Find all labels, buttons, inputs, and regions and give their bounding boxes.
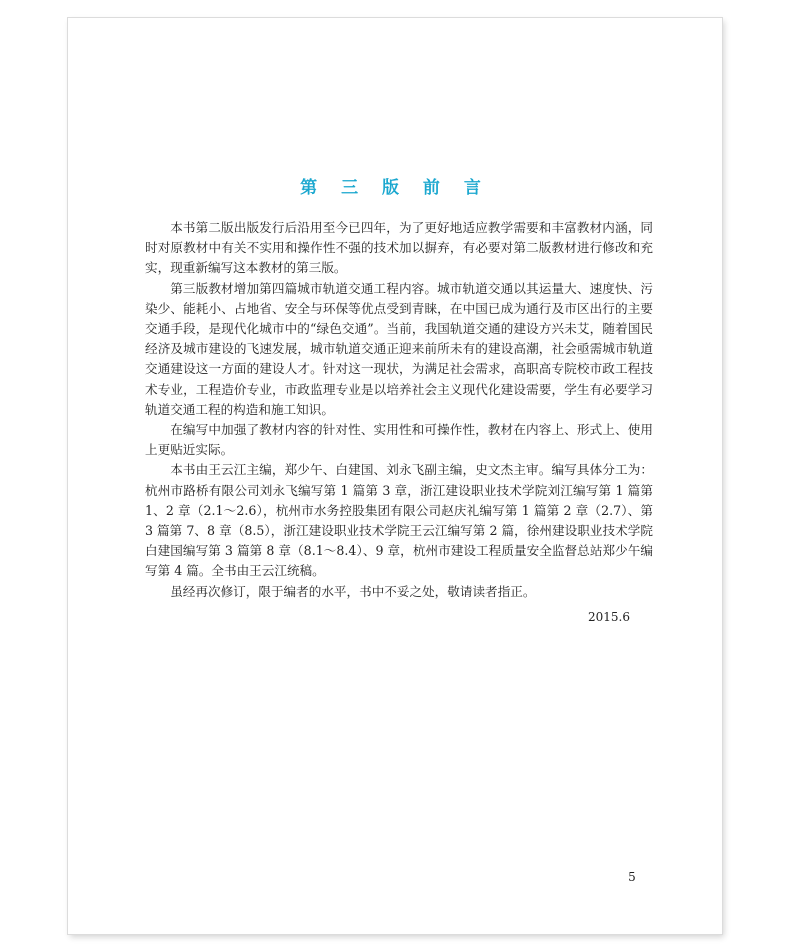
page-title: 第 三 版 前 言 — [300, 178, 490, 198]
preface-body — [145, 218, 653, 602]
paragraph-4: 本书由王云江主编，郑少午、白建国、刘永飞副主编，史文杰主审。编写具体分工为：杭州市路桥有限公司刘永飞编写第 1 篇第 3 章，浙江建设职业技术学院刘江编写第 1 篇第 1、2 章（2.1～2.6），杭州市水务控股集团有限公司赵庆礼编写第 1 篇第 2 章（2.7）、第 3 篇第 7、8 章（8.5），浙江建设职业技术学院王云江编写第 2 篇，徐州建设职业技术学院白建国编写第 3 篇第 8 章（8.1～8.4）、9 章，杭州市建设工程质量安全监督总站郑少午编写第 4 篇。全书由王云江统稿。 — [145, 462, 653, 579]
preface-date: 2015.6 — [588, 610, 630, 624]
page-number: 5 — [628, 870, 636, 884]
paragraph-1: 本书第二版出版发行后沿用至今已四年，为了更好地适应教学需要和丰富教材内涵，同时对原教材中有关不实用和操作性不强的技术加以摒弃，有必要对第二版教材进行修改和充实，现重新编写这本教材的第三版。 — [145, 220, 653, 276]
paragraph-2: 第三版教材增加第四篇城市轨道交通工程内容。城市轨道交通以其运量大、速度快、污染少、能耗小、占地省、安全与环保等优点受到青睐，在中国已成为通行及市区出行的主要交通手段，是现代化城市中的“绿色交通”。当前，我国轨道交通的建设方兴未艾，随着国民经济及城市建设的飞速发展，城市轨道交通正迎来前所未有的建设高潮，社会亟需城市轨道交通建设这一方面的建设人才。针对这一现状，为满足社会需求，高职高专院校市政工程技术专业，工程造价专业，市政监理专业是以培养社会主义现代化建设需要，学生有必要学习轨道交通工程的构造和施工知识。 — [145, 280, 653, 417]
paragraph-3: 在编写中加强了教材内容的针对性、实用性和可操作性，教材在内容上、形式上、使用上更贴近实际。 — [145, 422, 653, 458]
paragraph-5: 虽经再次修订，限于编者的水平，书中不妥之处，敬请读者指正。 — [170, 583, 536, 599]
